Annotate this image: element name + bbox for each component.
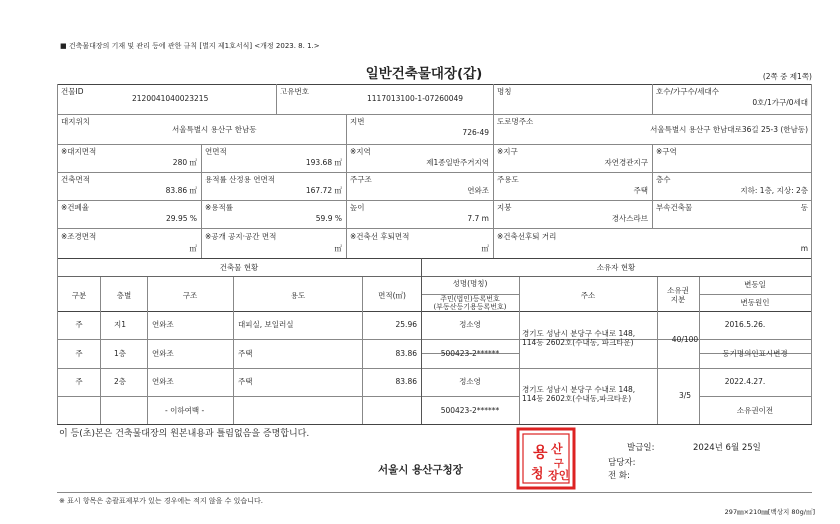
page-title: 일반건축물대장(갑) [365, 66, 483, 82]
col-use: 용도 [290, 291, 306, 300]
col-floor: 층별 [116, 291, 132, 300]
setback-area-label: ※건축선 후퇴면적 [350, 232, 410, 241]
road-address-label: 도로명주소 [497, 117, 534, 126]
owner-change-date: 2022.4.27. [724, 377, 766, 386]
col-kind: 구분 [71, 291, 87, 300]
unique-no: 1117013100-1-07260049 [367, 94, 464, 103]
paper-size: 297㎜×210㎜[백상지 80g/㎡] [724, 508, 815, 516]
setback-dist: m [800, 244, 808, 253]
landscape: ㎡ [189, 244, 197, 253]
table-row-blank-note: - 이하여백 - [165, 406, 205, 415]
issue-date: 2024년 6월 25일 [693, 443, 761, 453]
owner-id: 500423-2****** [440, 406, 500, 415]
name-label: 명칭 [497, 87, 512, 96]
issuer-name: 서울시 용산구청장 [378, 464, 463, 476]
table-row-structure: 연와조 [152, 320, 174, 329]
col-area: 면적(㎡) [378, 291, 406, 300]
footnote: ※ 표시 항목은 총괄표제부가 있는 경우에는 적지 않을 수 있습니다. [59, 497, 263, 505]
main-use-label: 주용도 [497, 175, 519, 184]
floors-label: 층수 [656, 175, 671, 184]
table-row-structure: 연와조 [152, 349, 174, 358]
setback-area: ㎡ [481, 244, 489, 253]
floors: 지하: 1층, 지상: 2층 [740, 186, 808, 195]
main-use: 주택 [633, 186, 648, 195]
owner-address-2: 114동 2602호(수내동,파크타운) [522, 394, 632, 403]
roof: 경사스라브 [611, 214, 648, 223]
table-row-floor: 1층 [114, 349, 127, 358]
svg-text:장인: 장인 [548, 469, 570, 482]
owner-address-1: 경기도 성남시 분당구 수내로 148, [522, 329, 636, 338]
col-change-date: 변동일 [744, 280, 766, 289]
total-floor-area: 193.68 ㎡ [305, 158, 342, 167]
lot: 726-49 [462, 128, 489, 137]
site-location-label: 대지위치 [61, 117, 90, 126]
building-area: 83.86 ㎡ [165, 186, 197, 195]
col-share-2: 지분 [670, 295, 686, 304]
households: 0호/1가구/0세대 [752, 98, 808, 107]
svg-text:용: 용 [533, 443, 548, 461]
public-space: ㎡ [334, 244, 342, 253]
public-space-label: ※공개 공지·공간 면적 [205, 232, 277, 241]
table-row-area: 83.86 [395, 349, 417, 358]
owner-share: 3/5 [678, 391, 692, 400]
area-label: ※구역 [656, 147, 677, 156]
table-row-area: 25.96 [395, 320, 417, 329]
district: 자연경관지구 [604, 158, 648, 167]
setback-dist-label: ※건축선후퇴 거리 [497, 232, 557, 241]
issue-date-label: 발급일: [627, 443, 655, 453]
owner-name: 정소영 [459, 320, 481, 329]
coverage: 29.95 % [166, 214, 197, 223]
zone-label: ※지역 [350, 147, 371, 156]
annex-label: 부속건축물 [656, 203, 693, 212]
main-structure: 연와조 [467, 186, 489, 195]
svg-text:산: 산 [551, 442, 563, 456]
owner-change-reason: 소유권이전 [736, 406, 774, 415]
col-structure: 구조 [182, 291, 198, 300]
owner-status-title: 소유자 현황 [596, 263, 636, 272]
unique-no-label: 고유번호 [280, 87, 309, 96]
owner-name: 정소영 [459, 377, 481, 386]
building-id-label: 건물ID [61, 87, 84, 96]
col-address: 주소 [580, 291, 596, 300]
annex: 동 [800, 203, 808, 212]
landscape-label: ※조경면적 [61, 232, 97, 241]
page-indicator: (2쪽 중 제1쪽) [762, 72, 812, 81]
col-owner-id-1: 주민(법인)등록번호 [440, 295, 500, 303]
table-row-floor: 지1 [114, 320, 127, 329]
households-label: 호수/가구수/세대수 [656, 87, 720, 96]
main-structure-label: 주구조 [350, 175, 372, 184]
lot-label: 지번 [350, 117, 365, 126]
owner-id: 500423-2****** [440, 349, 500, 358]
site-area: 280 ㎡ [172, 158, 197, 167]
zone: 제1종일반주거지역 [426, 158, 489, 167]
table-row-kind: 주 [75, 377, 83, 386]
table-row-kind: 주 [75, 320, 83, 329]
far-label: ※용적률 [205, 203, 234, 212]
svg-text:청: 청 [531, 467, 544, 482]
table-row-use: 주택 [238, 377, 253, 386]
col-owner-id-2: (부동산등기용등록번호) [433, 303, 507, 311]
site-location: 서울특별시 용산구 한남동 [172, 125, 257, 134]
officer-label: 담당자: [608, 458, 636, 468]
far: 59.9 % [315, 214, 342, 223]
building-status-title: 건축물 현황 [219, 263, 259, 272]
owner-address-1: 경기도 성남시 분당구 수내로 148, [522, 385, 636, 394]
total-floor-area-label: 연면적 [205, 147, 227, 156]
certification-text: 이 등(초)본은 건축물대장의 원본내용과 틀림없음을 증명합니다. [59, 429, 310, 439]
table-row-area: 83.86 [395, 377, 417, 386]
owner-share: 40/100 [671, 335, 699, 344]
official-seal [516, 427, 576, 490]
table-row-floor: 2층 [114, 377, 127, 386]
table-row-structure: 연와조 [152, 377, 174, 386]
height-label: 높이 [350, 203, 365, 212]
col-owner-name: 성명(명칭) [452, 279, 488, 288]
svg-text:구: 구 [554, 459, 564, 470]
table-row-use: 대피실, 보일러실 [238, 320, 294, 329]
coverage-label: ※건폐율 [61, 203, 90, 212]
col-share-1: 소유권 [667, 286, 689, 295]
table-row-kind: 주 [75, 349, 83, 358]
roof-label: 지붕 [497, 203, 512, 212]
form-note: ■ 건축물대장의 기재 및 관리 등에 관한 규칙 [별지 제1호서식] <개정 2023. 8. 1.> [60, 42, 320, 50]
far-floor-area: 167.72 ㎡ [305, 186, 342, 195]
road-address: 서울특별시 용산구 한남대로36길 25-3 (한남동) [650, 125, 808, 134]
phone-label: 전 화: [608, 471, 630, 481]
building-area-label: 건축면적 [61, 175, 90, 184]
site-area-label: ※대지면적 [61, 147, 97, 156]
height: 7.7 m [467, 214, 489, 223]
far-floor-area-label: 용적률 산정용 연면적 [205, 175, 275, 184]
building-id: 2120041040023215 [132, 94, 209, 103]
district-label: ※지구 [497, 147, 518, 156]
owner-change-date: 2016.5.26. [724, 320, 766, 329]
col-change-reason: 변동원인 [740, 298, 770, 307]
table-row-use: 주택 [238, 349, 253, 358]
owner-change-reason: 등기명의인표시변경 [722, 349, 788, 358]
owner-address-2: 114동 2602호(수내동, 파크타운) [522, 338, 634, 347]
